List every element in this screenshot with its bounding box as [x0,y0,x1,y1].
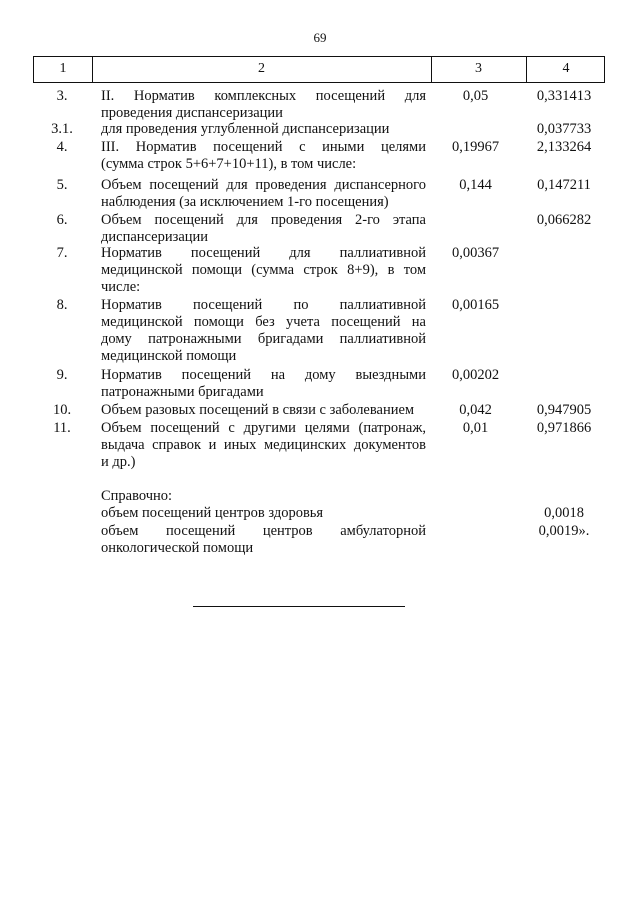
page-number: 69 [313,30,327,45]
description-line: медицинской помощи [101,348,237,364]
header-col-2: 2 [258,61,265,76]
row-value-col4: 2,133264 [536,139,592,155]
row-number: 11. [53,420,71,436]
row-number: 10. [52,402,72,418]
row-number: 3. [56,88,68,104]
description-line: наблюдения (за исключением 1-го посещения) [101,194,389,210]
row-value-col4: 0,947905 [536,402,592,418]
reference-line: онкологической помощи [101,540,254,556]
header-col-3: 3 [475,61,482,76]
description-line: Норматив посещений на дому выездными [101,367,426,383]
description-line: патронажными бригадами [101,384,264,400]
reference-item [101,523,426,557]
description-line: Объем посещений для проведения 2-го этапа [101,212,426,228]
description-line: диспансеризации [101,229,209,245]
description-line: III. Норматив посещений с иными целями [101,139,426,155]
row-value-col3: 0,19967 [451,139,500,155]
row-description [101,212,426,246]
footer-divider [193,606,405,607]
row-value-col4: 0,037733 [536,121,592,137]
row-description [101,139,426,173]
description-line: выдача справок и иных медицинских документов [101,437,426,453]
row-value-col4: 0,331413 [536,88,592,104]
row-value-col3: 0,042 [459,402,492,418]
row-value-col4: 0,066282 [536,212,592,228]
row-value-col3: 0,00165 [451,297,500,313]
row-description [101,367,426,401]
description-line: дому патронажными бригадами паллиативной [101,331,426,347]
row-description [101,402,426,419]
row-value-col3: 0,144 [459,177,492,193]
row-number: 9. [56,367,68,383]
description-line: медицинской помощи без учета посещений на [101,314,426,330]
header-col-4: 4 [562,61,570,76]
description-line: Объем посещений с другими целями (патронаж, [101,420,426,436]
row-description [101,245,426,296]
row-number: 7. [56,245,68,261]
description-line: проведения диспансеризации [101,105,283,121]
row-description [101,420,426,471]
reference-item [101,505,426,522]
description-line: (сумма строк 5+6+7+10+11), в том числе: [101,156,357,172]
row-value-col4: 0,971866 [536,420,592,436]
row-description [101,88,426,122]
row-description [101,297,426,365]
row-number: 3.1. [51,121,73,137]
row-value-col3: 0,01 [462,420,489,436]
row-description [101,177,426,211]
reference-value: 0,0018 [544,505,584,521]
description-line: числе: [101,279,141,295]
table-header [33,56,605,83]
header-col-1: 1 [59,61,67,76]
row-number: 8. [56,297,68,313]
reference-value: 0,0019». [538,523,590,539]
description-line: и др.) [101,454,136,470]
row-number: 4. [56,139,68,155]
reference-line: объем посещений центров амбулаторной [101,523,426,539]
row-value-col3: 0,00367 [451,245,500,261]
reference-title: Справочно: [101,488,173,504]
row-value-col3: 0,00202 [451,367,500,383]
description-line: для проведения углубленной диспансеризации [101,121,390,137]
row-number: 6. [56,212,68,228]
description-line: Объем разовых посещений в связи с заболеванием [101,402,415,418]
description-line: II. Норматив комплексных посещений для [101,88,426,104]
row-number: 5. [56,177,68,193]
reference-line: объем посещений центров здоровья [101,505,324,521]
description-line: Объем посещений для проведения диспансерного [101,177,426,193]
description-line: Норматив посещений для паллиативной [101,245,426,261]
description-line: Норматив посещений по паллиативной [101,297,426,313]
row-value-col4: 0,147211 [537,177,591,193]
row-description [101,121,426,138]
row-value-col3: 0,05 [462,88,489,104]
description-line: медицинской помощи (сумма строк 8+9), в том [101,262,426,278]
